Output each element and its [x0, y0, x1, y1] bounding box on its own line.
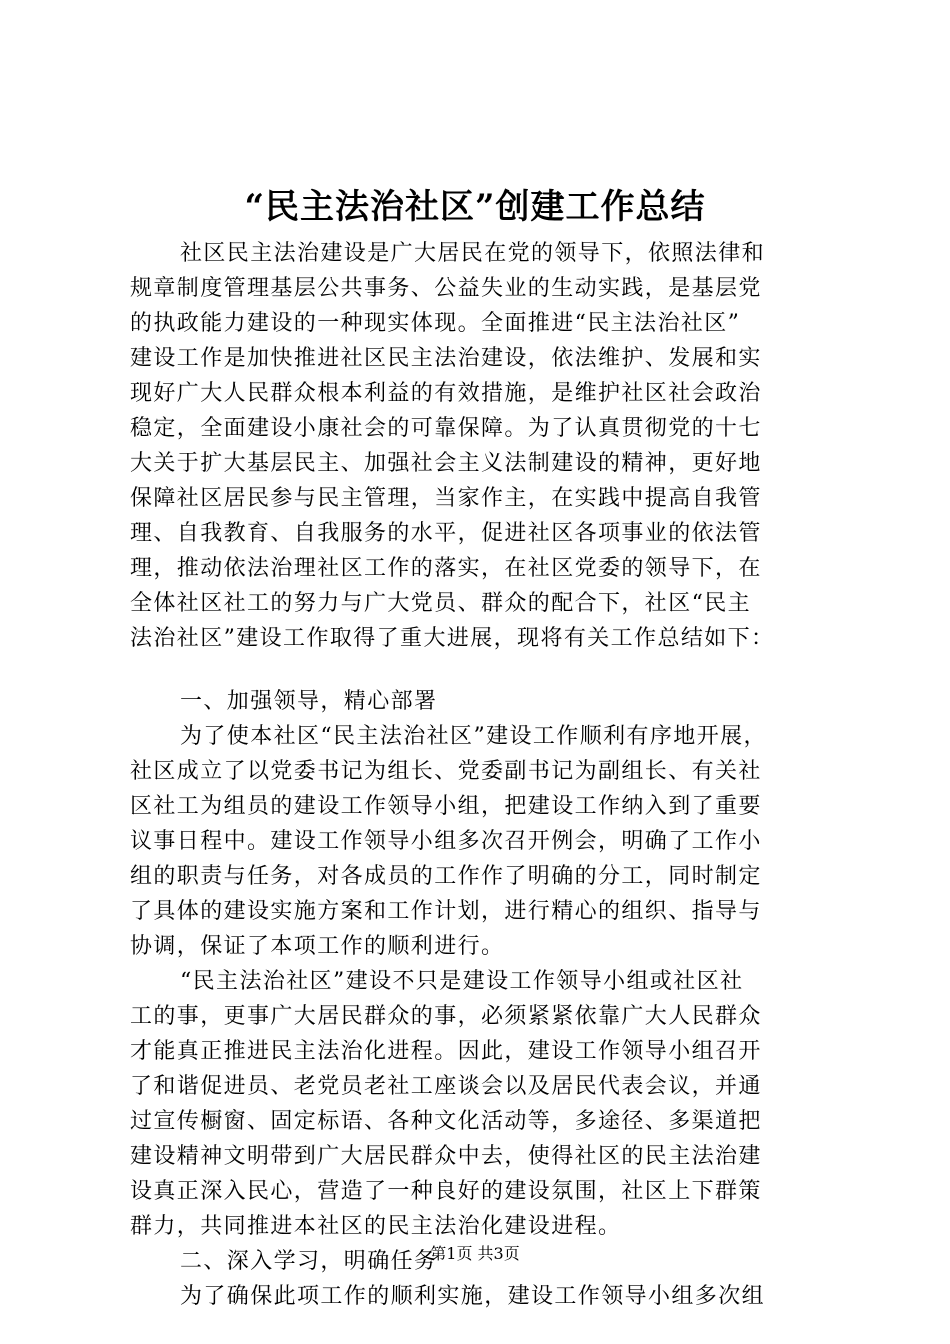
- text-line: 保障社区居民参与民主管理，当家作主，在实践中提高自我管: [130, 486, 762, 511]
- text-line: 建设工作是加快推进社区民主法治建设，依法维护、发展和实: [130, 346, 762, 371]
- text-line: 区社工为组员的建设工作领导小组，把建设工作纳入到了重要: [130, 794, 762, 819]
- text-line: 才能真正推进民主法治化进程。因此，建设工作领导小组召开: [130, 1039, 762, 1064]
- text-line: 议事日程中。建设工作领导小组多次召开例会，明确了工作小: [130, 829, 762, 854]
- section-heading: 二、深入学习，明确任务: [180, 1249, 438, 1274]
- text-line: 为了使本社区“民主法治社区”建设工作顺利有序地开展，: [180, 724, 767, 749]
- text-line: 法治社区”建设工作取得了重大进展，现将有关工作总结如下：: [130, 626, 775, 651]
- text-line: 建设精神文明带到广大居民群众中去，使得社区的民主法治建: [130, 1144, 762, 1169]
- text-line: 现好广大人民群众根本利益的有效措施，是维护社区社会政治: [130, 381, 762, 406]
- text-line: 群力，共同推进本社区的民主法治化建设进程。: [130, 1214, 622, 1239]
- text-line: 全体社区社工的努力与广大党员、群众的配合下，社区“民主: [130, 591, 752, 616]
- section-heading: 一、加强领导，精心部署: [180, 689, 438, 714]
- text-line: 了和谐促进员、老党员老社工座谈会以及居民代表会议，并通: [130, 1074, 762, 1099]
- document-body: [130, 236, 830, 1314]
- text-line: 社区成立了以党委书记为组长、党委副书记为副组长、有关社: [130, 759, 762, 784]
- text-line: “民主法治社区”建设不只是建设工作领导小组或社区社: [180, 969, 744, 994]
- text-line: 的执政能力建设的一种现实体现。全面推进“民主法治社区”: [130, 311, 741, 336]
- text-line: 社区民主法治建设是广大居民在党的领导下，依照法律和: [180, 241, 766, 266]
- text-line: 协调，保证了本项工作的顺利进行。: [130, 934, 505, 959]
- text-line: 过宣传橱窗、固定标语、各种文化活动等，多途径、多渠道把: [130, 1109, 762, 1134]
- text-line: 大关于扩大基层民主、加强社会主义法制建设的精神，更好地: [130, 451, 762, 476]
- text-line: 工的事，更事广大居民群众的事，必须紧紧依靠广大人民群众: [130, 1004, 762, 1029]
- text-line: 规章制度管理基层公共事务、公益失业的生动实践，是基层党: [130, 276, 762, 301]
- blank-line: [130, 656, 830, 684]
- text-line: 理，推动依法治理社区工作的落实，在社区党委的领导下，在: [130, 556, 762, 581]
- text-line: 稳定，全面建设小康社会的可靠保障。为了认真贯彻党的十七: [130, 416, 762, 441]
- text-line: 为了确保此项工作的顺利实施，建设工作领导小组多次组: [180, 1284, 766, 1309]
- text-line: 了具体的建设实施方案和工作计划，进行精心的组织、指导与: [130, 899, 762, 924]
- page-footer: 第1页 共3页: [430, 1244, 520, 1263]
- document-title: “民主法治社区”创建工作总结: [244, 187, 706, 227]
- text-line: 理、自我教育、自我服务的水平，促进社区各项事业的依法管: [130, 521, 762, 546]
- text-line: 设真正深入民心，营造了一种良好的建设氛围，社区上下群策: [130, 1179, 762, 1204]
- text-line: 组的职责与任务，对各成员的工作作了明确的分工，同时制定: [130, 864, 762, 889]
